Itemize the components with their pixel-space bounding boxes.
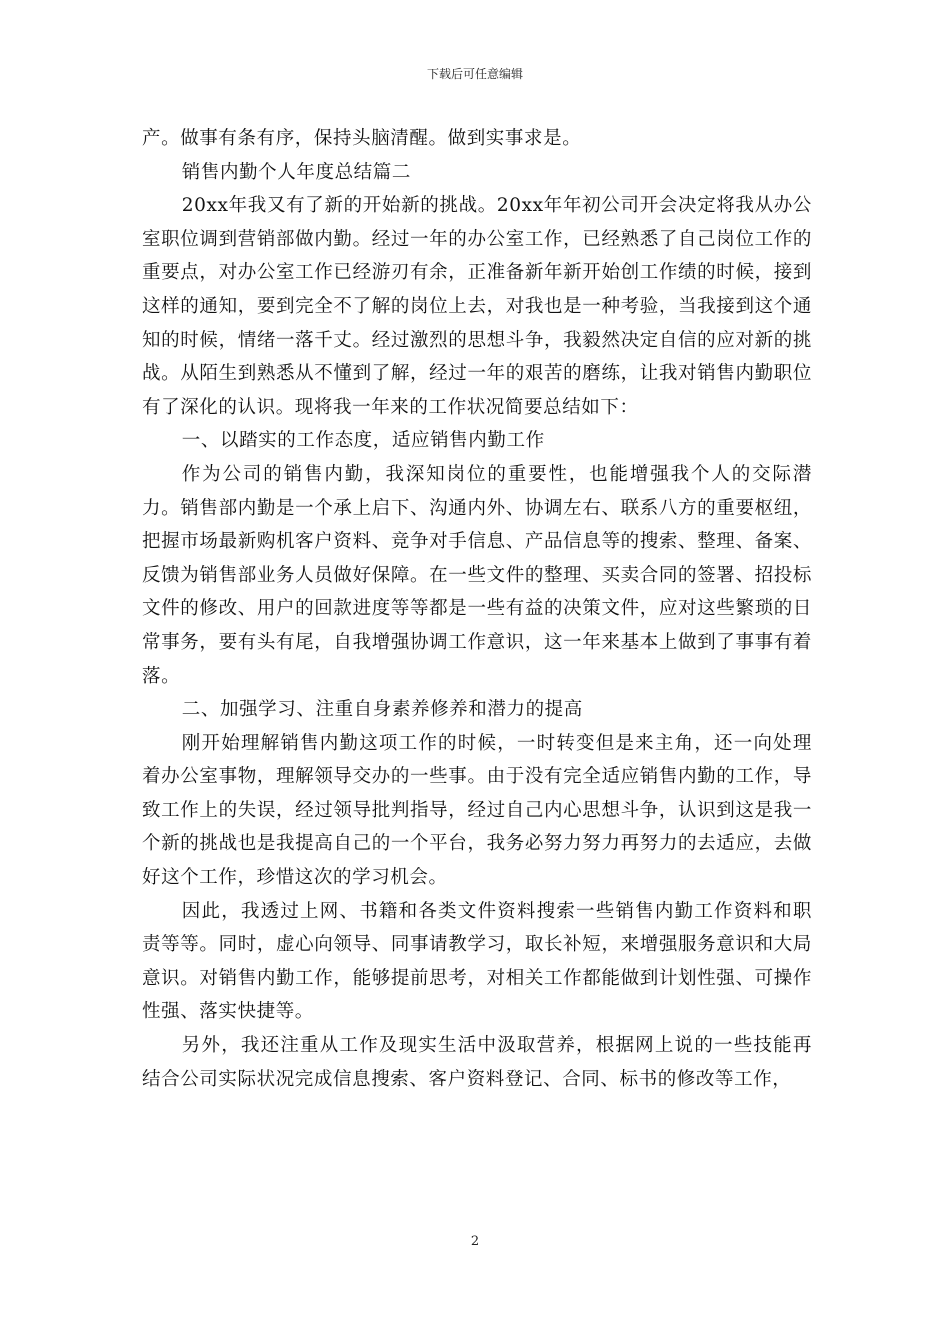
section-heading: 一、以踏实的工作态度，适应销售内勤工作 [181,430,545,452]
paragraph: 作为公司的销售内勤，我深知岗位的重要性，也能增强我个人的交际潜力。销售部内勤是一个承上启下、沟通内外、协调左右、联系八方的重要枢纽，把握市场最新购机客户资料、竞争对手信息、产品信息等的搜索、整理、备案、反馈为销售部业务人员做好保障。在一些文件的整理、买卖合同的签署、招投标文件的修改、用户的回款进度等等都是一些有益的决策文件，应对这些繁琐的日常事务，要有头有尾，自我增强协调工作意识，这一年来基本上做到了事事有着落。 [142,463,812,687]
paragraph: 另外，我还注重从工作及现实生活中汲取营养，根据网上说的一些技能再结合公司实际状况完成信息搜索、客户资料登记、合同、标书的修改等工作， [142,1035,812,1090]
paragraph-continuation: 产。做事有条有序，保持头脑清醒。做到实事求是。 [142,128,582,149]
paragraph: 因此，我透过上网、书籍和各类文件资料搜索一些销售内勤工作资料和职责等等。同时，虚心向领导、同事请教学习，取长补短，来增强服务意识和大局意识。对销售内勤工作，能够提前思考，对相关工作都能做到计划性强、可操作性强、落实快捷等。 [142,900,812,1023]
section-heading: 二、加强学习、注重自身素养修养和潜力的提高 [181,699,583,721]
section-title: 销售内勤个人年度总结篇二 [181,161,411,183]
document-body [142,122,812,1096]
page-number: 2 [470,1234,480,1249]
paragraph: 20xx年我又有了新的开始新的挑战。20xx年年初公司开会决定将我从办公室职位调到营销部做内勤。经过一年的办公室工作，已经熟悉了自己岗位工作的重要点，对办公室工作已经游刃有余，正准备新年新开始创工作绩的时候，接到这样的通知，要到完全不了解的岗位上去，对我也是一种考验，当我接到这个通知的时候，情绪一落千丈。经过激烈的思想斗争，我毅然决定自信的应对新的挑战。从陌生到熟悉从不懂到了解，经过一年的艰苦的磨练，让我对销售内勤职位有了深化的认识。现将我一年来的工作状况简要总结如下： [142,195,812,418]
page-header: 下载后可任意编辑 [426,67,523,81]
paragraph: 刚开始理解销售内勤这项工作的时候，一时转变但是来主角，还一向处理着办公室事物，理解领导交办的一些事。由于没有完全适应销售内勤的工作，导致工作上的失误，经过领导批判指导，经过自己内心思想斗争，认识到这是我一个新的挑战也是我提高自己的一个平台，我务必努力努力再努力的去适应，去做好这个工作，珍惜这次的学习机会。 [142,732,812,889]
